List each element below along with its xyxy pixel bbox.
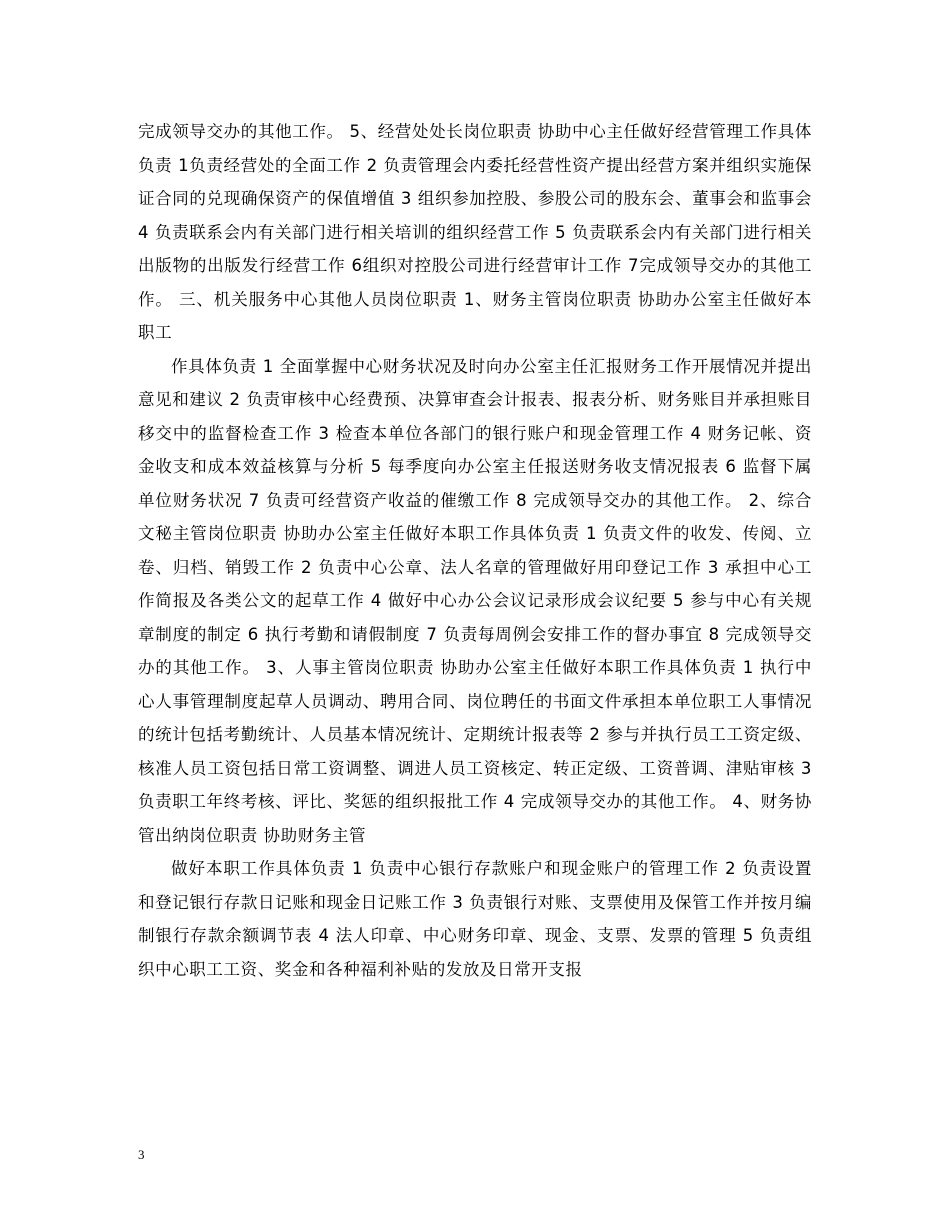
paragraph-2: 作具体负责 1 全面掌握中心财务状况及时向办公室主任汇报财务工作开展情况并提出意见和建议 2 负责审核中心经费预、决算审查会计报表、报表分析、财务账目并承担账目移交中的监督检查工作 3 检查本单位各部门的银行账户和现金管理工作 4 财务记帐、资金收支和成本效益核算与分析 5 每季度向办公室主任报送财务收支情况报表 6 监督下属单位财务状况 7 负责可经营资产收益的催缴工作 8 完成领导交办的其他工作。 2、综合文秘主管岗位职责 协助办公室主任做好本职工作具体负责 1 负责文件的收发、传阅、立卷、归档、销毁工作 2 负责中心公章、法人名章的管理做好用印登记工作 3 承担中心工作简报及各类公文的起草工作 4 做好中心办公会议记录形成会议纪要 5 参与中心有关规章制度的制定 6 执行考勤和请假制度 7 负责每周例会安排工作的督办事宜 8 完成领导交办的其他工作。 3、人事主管岗位职责 协助办公室主任做好本职工作具体负责 1 执行中心人事管理制度起草人员调动、聘用合同、岗位聘任的书面文件承担本单位职工人事情况的统计包括考勤统计、人员基本情况统计、定期统计报表等 2 参与并执行员工工资定级、核准人员工资包括日常工资调整、调进人员工资核定、转正定级、工资普调、津贴审核 3 负责职工年终考核、评比、奖惩的组织报批工作 4 完成领导交办的其他工作。 4、财务协管出纳岗位职责 协助财务主管: [138, 356, 812, 845]
document-body: [138, 115, 812, 986]
page-number: 3: [138, 1147, 145, 1162]
paragraph-1: 完成领导交办的其他工作。 5、经营处处长岗位职责 协助中心主任做好经营管理工作具体负责 1负责经营处的全面工作 2 负责管理会内委托经营性资产提出经营方案并组织实施保证合同的兑现确保资产的保值增值 3 组织参加控股、参股公司的股东会、董事会和监事会 4 负责联系会内有关部门进行相关培训的组织经营工作 5 负责联系会内有关部门进行相关出版物的出版发行经营工作 6组织对控股公司进行经营审计工作 7完成领导交办的其他工作。 三、机关服务中心其他人员岗位职责 1、财务主管岗位职责 协助办公室主任做好本职工: [138, 122, 812, 342]
paragraph-3: 做好本职工作具体负责 1 负责中心银行存款账户和现金账户的管理工作 2 负责设置和登记银行存款日记账和现金日记账工作 3 负责银行对账、支票使用及保管工作并按月编制银行存款余额调节表 4 法人印章、中心财务印章、现金、支票、发票的管理 5 负责组织中心职工工资、奖金和各种福利补贴的发放及日常开支报: [138, 859, 812, 979]
